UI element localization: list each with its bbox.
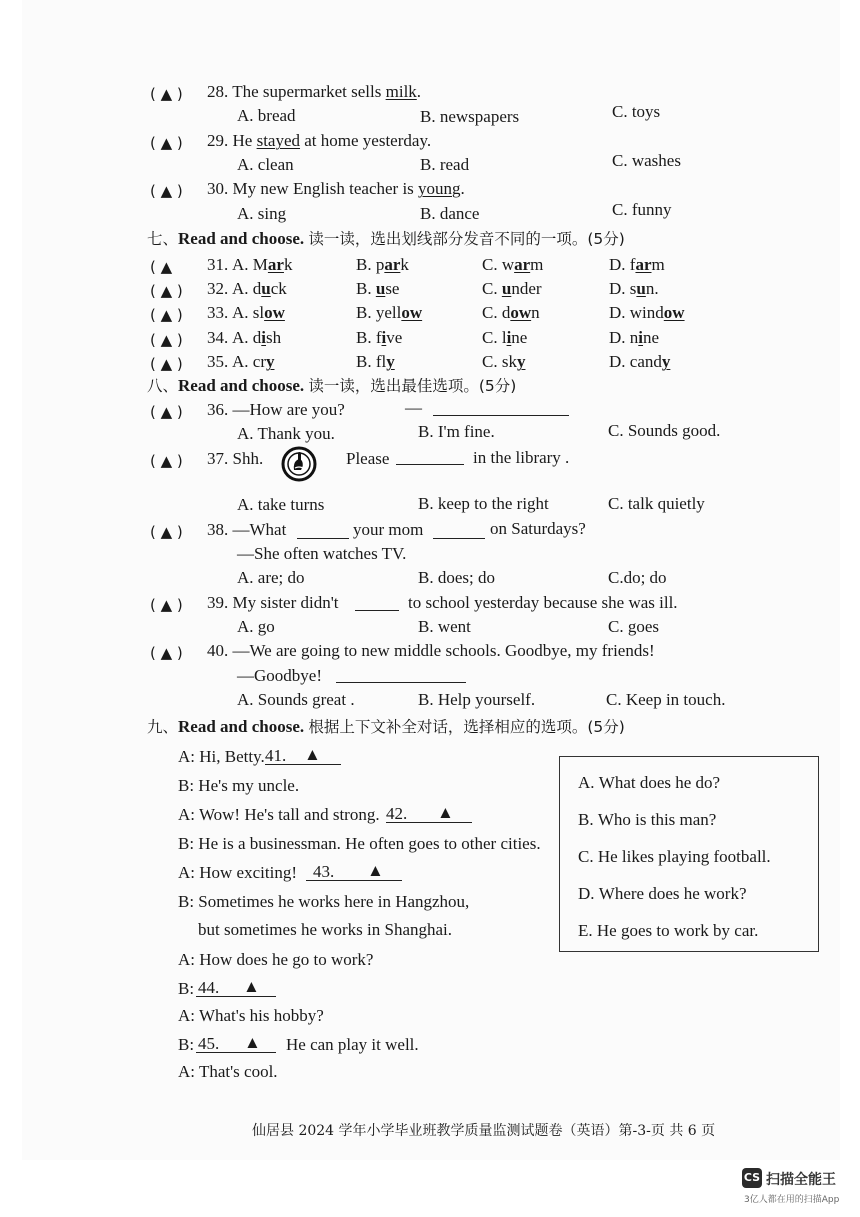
option-a: A. sing [237,204,287,223]
dialog-line: A: That's cool. [178,1062,278,1081]
option-c: C. toys [612,102,661,121]
phonics-option-d: D. farm [609,255,665,274]
phonics-option-c: C. under [482,279,542,298]
phonics-option-a: A. Mark [232,255,293,274]
reply: —Goodbye! [237,666,322,685]
answer-paren: ( ▲ ) [150,134,183,152]
triangle-icon: ▲ [244,1033,261,1052]
question-stem-part1: 38. —What [207,520,287,539]
triangle-icon: ▲ [304,745,321,764]
answer-paren: ( ▲ ) [150,452,183,470]
phonics-option-a: A. slow [232,303,285,322]
option-c: C.do; do [608,568,667,587]
option-b: B. newspapers [420,107,520,126]
box-option-a: A. What does he do? [578,773,721,792]
option-a: A. take turns [237,495,325,514]
phonics-option-a: A. dish [232,328,282,347]
section-8-header: 八、Read and choose. 读一读，选出最佳选项。(5分) [147,376,517,395]
question-stem-part2: your mom [353,520,424,539]
option-c: C. Sounds good. [608,421,721,440]
please-text: Please [346,449,390,468]
answer-paren: ( ▲ ) [150,596,183,614]
section-7-header: 七、Read and choose. 读一读，选出划线部分发音不同的一项。(5分) [147,229,625,248]
question-number: 34. [207,328,229,347]
option-a: A. Thank you. [237,424,335,443]
phonics-option-b: B. yellow [356,303,423,322]
answer-blank [355,592,399,611]
option-c: C. talk quietly [608,494,705,513]
quiet-sign-icon [281,446,317,482]
answer-paren: ( ▲ ) [150,403,183,421]
dialog-line: A: What's his hobby? [178,1006,324,1025]
dialog-line: B: [178,979,195,998]
triangle-icon: ▲ [243,977,260,996]
triangle-icon: ▲ [437,803,454,822]
question-number: 32. [207,279,229,298]
options-box [559,756,819,952]
question-stem: 30. My new English teacher is young. [207,179,465,198]
dialog-line: B: He's my uncle. [178,776,300,795]
dialog-line: B: Sometimes he works here in Hangzhou, [178,892,470,911]
dialog-line: but sometimes he works in Shanghai. [198,920,453,939]
answer-paren: ( ▲ [150,258,173,276]
phonics-option-d: D. nine [609,328,660,347]
phonics-option-d: D. sun. [609,279,659,298]
question-stem: 36. —How are you? [207,400,345,419]
phonics-option-b: B. use [356,279,400,298]
phonics-option-c: C. line [482,328,528,347]
dialog-line: A: Hi, Betty. [178,747,265,766]
reply: —She often watches TV. [237,544,407,563]
answer-paren: ( ▲ ) [150,331,183,349]
option-a: A. bread [237,106,296,125]
phonics-option-b: B. fly [356,352,395,371]
phonics-option-b: B. park [356,255,409,274]
phonics-option-c: C. down [482,303,540,322]
answer-blank [265,746,341,765]
phonics-option-d: D. window [609,303,685,322]
option-b: B. does; do [418,568,495,587]
question-number: 31. [207,255,229,274]
answer-paren: ( ▲ ) [150,523,183,541]
phonics-option-a: A. duck [232,279,287,298]
blank-number-43: 43. [313,862,335,881]
answer-paren: ( ▲ ) [150,282,183,300]
question-stem-part3: on Saturdays? [490,519,586,538]
dialog-line: He can play it well. [286,1035,419,1054]
answer-paren: ( ▲ ) [150,182,183,200]
camscanner-logo-icon: CS [742,1168,762,1188]
answer-blank [196,978,276,997]
blank-number-44: 44. [198,978,220,997]
dialog-line: B: [178,1035,195,1054]
page-footer: 仙居县 2024 学年小学毕业班教学质量监测试题卷（英语）第-3-页 共 6 页 [252,1123,716,1139]
answer-paren: ( ▲ ) [150,355,183,373]
answer-blank [386,804,472,823]
box-option-d: D. Where does he work? [578,884,747,903]
option-c: C. Keep in touch. [606,690,726,709]
option-c: C. washes [612,151,681,170]
triangle-icon: ▲ [367,861,384,880]
phonics-option-a: A. cry [232,352,275,371]
option-b: B. dance [420,204,480,223]
option-a: A. Sounds great . [237,690,355,709]
option-b: B. I'm fine. [418,422,495,441]
dialog-line: B: He is a businessman. He often goes to other cities. [178,834,541,853]
question-stem: 37. Shh. [207,449,264,468]
answer-paren: ( ▲ ) [150,644,183,662]
phonics-option-d: D. candy [609,352,671,371]
answer-paren: ( ▲ ) [150,85,183,103]
option-b: B. Help yourself. [418,690,536,709]
question-stem-part2: to school yesterday because she was ill. [408,593,678,612]
answer-blank [433,520,485,539]
question-stem: 29. He stayed at home yesterday. [207,131,432,150]
blank-number-45: 45. [198,1034,220,1053]
dialog-line: A: How exciting! [178,863,297,882]
box-option-c: C. He likes playing football. [578,847,771,866]
phonics-option-c: C. sky [482,352,526,371]
answer-blank [196,1034,276,1053]
box-option-e: E. He goes to work by car. [578,921,759,940]
option-a: A. go [237,617,275,636]
blank-number-42: 42. [386,804,408,823]
answer-blank [306,862,402,881]
answer-blank [297,520,349,539]
box-option-b: B. Who is this man? [578,810,717,829]
stem-tail: in the library . [473,448,570,467]
phonics-option-c: C. warm [482,255,544,274]
scanner-app-name: 扫描全能王 [766,1172,836,1188]
dialog-line: A: Wow! He's tall and strong. [178,805,380,824]
option-b: B. keep to the right [418,494,549,513]
answer-paren: ( ▲ ) [150,306,183,324]
answer-blank [336,664,466,683]
question-number: 35. [207,352,229,371]
blank-number-41: 41. [265,746,287,765]
question-stem-part1: 39. My sister didn't [207,593,339,612]
question-number: 33. [207,303,229,322]
dialog-line: A: How does he go to work? [178,950,374,969]
option-b: B. read [420,155,470,174]
dash: — [405,398,422,417]
phonics-option-b: B. five [356,328,403,347]
section-9-header: 九、Read and choose. 根据上下文补全对话，选择相应的选项。(5分) [147,717,625,736]
scanner-tagline: 3亿人都在用的扫描App [744,1195,840,1205]
answer-blank [396,446,464,465]
question-stem: 40. —We are going to new middle schools. Goodbye, my friends! [207,641,655,660]
question-stem: 28. The supermarket sells milk. [207,82,422,101]
option-a: A. are; do [237,568,305,587]
option-b: B. went [418,617,471,636]
option-a: A. clean [237,155,294,174]
answer-blank [433,397,569,416]
option-c: C. funny [612,200,672,219]
option-c: C. goes [608,617,659,636]
